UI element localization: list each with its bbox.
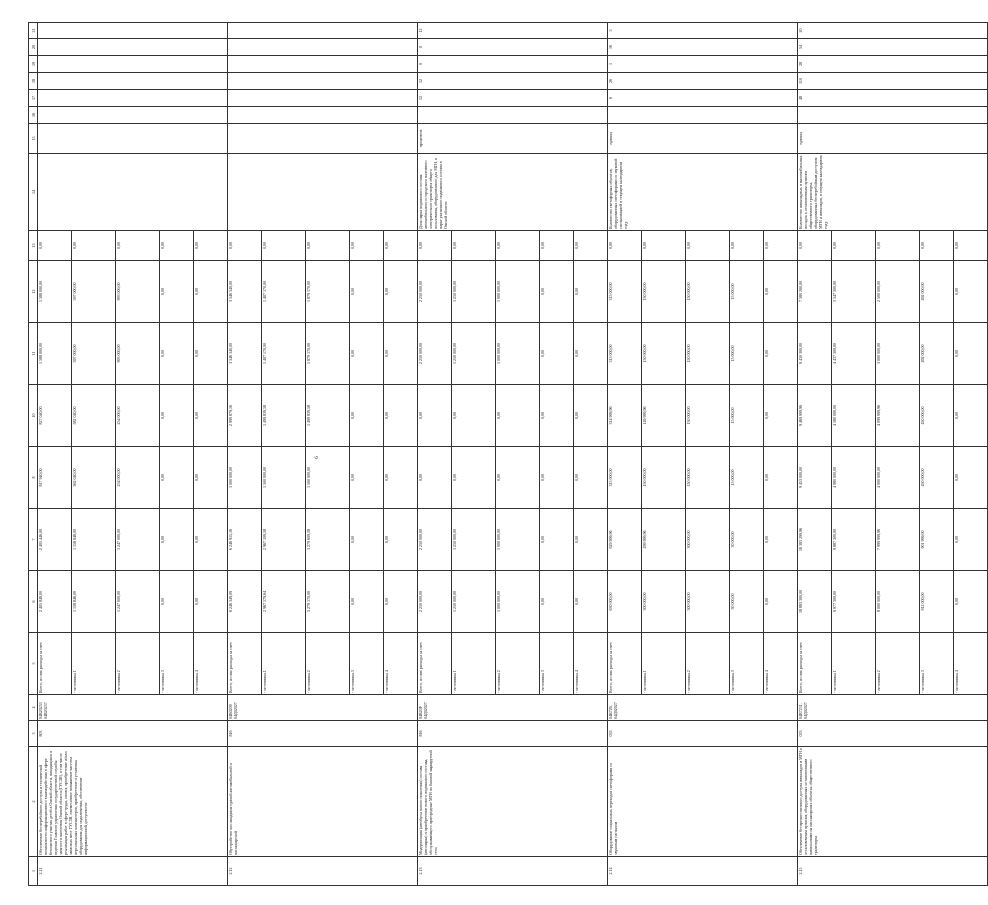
amount-cell: 3 000 000,00 <box>228 447 262 509</box>
kbk-code: 04В726, 04Д02027 <box>608 695 798 721</box>
amount-cell: 0,00 <box>350 571 384 633</box>
amount-cell: 0,00 <box>764 385 798 447</box>
amount-cell: 450 000,00 <box>920 447 954 509</box>
amount-cell: 0,00 <box>574 571 608 633</box>
amount-cell: 3 000 000,00 <box>876 323 920 385</box>
funding-source: - источника 4 <box>574 633 608 695</box>
amount-cell: 1 250 000,00 <box>452 571 496 633</box>
amount-cell: 0,00 <box>832 231 876 261</box>
amount-cell: 1 588 000,00 <box>38 323 72 385</box>
amount-cell: 0,00 <box>540 447 574 509</box>
amount-cell: 0,00 <box>574 447 608 509</box>
target-value: 12 <box>418 23 608 39</box>
amount-cell: 0,00 <box>350 261 384 323</box>
amount-cell: 0,00 <box>384 231 418 261</box>
empty-cell <box>608 107 798 124</box>
funding-source: - источника 2 <box>876 633 920 695</box>
funding-source: - источника 2 <box>116 633 160 695</box>
header-cell: 8 <box>29 447 38 509</box>
target-value <box>228 39 418 56</box>
amount-cell: 2 250 000,00 <box>418 509 452 571</box>
amount-cell: 0,00 <box>160 571 194 633</box>
amount-cell: 2 405 848,00 <box>38 571 72 633</box>
amount-cell: 0,00 <box>574 231 608 261</box>
empty-cell <box>418 107 608 124</box>
funding-source: - источника 4 <box>764 633 798 695</box>
funding-source: Всего, из них расходы за счет: <box>608 633 642 695</box>
amount-cell: 0,00 <box>116 231 160 261</box>
amount-cell: 0,00 <box>496 385 540 447</box>
amount-cell: 15 000,00 <box>730 323 764 385</box>
amount-cell: 597 000,00 <box>72 323 116 385</box>
funding-source: - источника 1 <box>262 633 306 695</box>
amount-cell: 1 247 000,00 <box>116 571 160 633</box>
grbs-code: 033 <box>798 721 988 747</box>
funding-source: - источника 3 <box>350 633 384 695</box>
target-value: 6 <box>608 90 798 107</box>
table-row <box>798 23 832 886</box>
indicator-name: Количество светофорных объектов, оборудованных светофорами со звуковой сигнализацией в текущем календарном году <box>608 154 798 231</box>
amount-cell: 492 000,00 <box>920 261 954 323</box>
amount-cell: 0,00 <box>954 261 988 323</box>
amount-cell: 993 000,00 <box>116 261 160 323</box>
section-name: Обеспечение беспрепятственного доступа инвалидов и МГН к остановочным пунктам, оборудованных остановочными павильонами на пассажирских объектах общественного транспорта <box>798 747 988 857</box>
target-value <box>38 23 228 39</box>
amount-cell: 0,00 <box>72 231 116 261</box>
amount-cell: 817 940,00 <box>38 447 72 509</box>
amount-cell: 315 000,00 <box>608 323 642 385</box>
amount-cell: 9 977 300,00 <box>832 571 876 633</box>
amount-cell: 0,00 <box>418 447 452 509</box>
amount-cell: 2 967 179,64 <box>262 571 306 633</box>
amount-cell: 0,00 <box>418 231 452 261</box>
target-value: 0 <box>418 39 608 56</box>
amount-cell: 0,00 <box>540 385 574 447</box>
amount-cell: 0,00 <box>160 323 194 385</box>
amount-cell: 0,00 <box>954 571 988 633</box>
funding-source: - источника 4 <box>954 633 988 695</box>
funding-source: Всего, из них расходы за счет: <box>798 633 832 695</box>
amount-cell: 0,00 <box>764 509 798 571</box>
funding-source: - источника 1 <box>642 633 686 695</box>
amount-cell: 2 500 000,00 <box>876 261 920 323</box>
amount-cell: 0,00 <box>350 447 384 509</box>
amount-cell: 9 469 999,96 <box>798 385 832 447</box>
amount-cell: 1 879 170,00 <box>306 323 350 385</box>
amount-cell: 315 000,00 <box>608 261 642 323</box>
amount-cell: 7 580 200,00 <box>798 261 832 323</box>
amount-cell: 0,00 <box>954 323 988 385</box>
amount-cell: 0,00 <box>384 509 418 571</box>
amount-cell: 6 246 349,09 <box>228 571 262 633</box>
amount-cell: 0,00 <box>452 231 496 261</box>
amount-cell: 0,00 <box>194 447 228 509</box>
amount-cell: 901 999,00 <box>920 509 954 571</box>
indicator-name: Доля парка подвижного состава автомобильного и городского наземного электрического транспорта общего пользования, оборудованного для МГН, в парке указанного подвижного состава в Омской области <box>418 154 608 231</box>
amount-cell: 254 000,00 <box>116 447 160 509</box>
amount-cell: 0,00 <box>384 261 418 323</box>
amount-cell: 3 279 609,58 <box>306 509 350 571</box>
amount-cell: 827 040,00 <box>38 385 72 447</box>
amount-cell: 150 000,00 <box>642 447 686 509</box>
amount-cell: 562 040,00 <box>72 447 116 509</box>
funding-source: - источника 3 <box>920 633 954 695</box>
amount-cell: 0,00 <box>306 231 350 261</box>
grbs-code: 816 <box>418 721 608 747</box>
amount-cell: 300 000,00 <box>686 571 730 633</box>
funding-source: - источника 3 <box>540 633 574 695</box>
header-cell: 11 <box>29 323 38 385</box>
amount-cell: 30 000,00 <box>730 509 764 571</box>
amount-cell: 0,00 <box>574 509 608 571</box>
amount-cell: 0,00 <box>194 571 228 633</box>
amount-cell: 0,00 <box>954 231 988 261</box>
amount-cell: 1 250 000,00 <box>452 261 496 323</box>
amount-cell: 0,00 <box>194 385 228 447</box>
target-value: 28 <box>798 56 988 73</box>
amount-cell: 2 250 000,00 <box>418 571 452 633</box>
amount-cell: 15 000,00 <box>730 447 764 509</box>
amount-cell: 4 099 999,96 <box>876 385 920 447</box>
amount-cell: 2 999 879,16 <box>228 385 262 447</box>
target-value <box>228 56 418 73</box>
amount-cell: 2 405 446,00 <box>38 509 72 571</box>
amount-cell: 0,00 <box>384 447 418 509</box>
target-value: 12 <box>418 90 608 107</box>
amount-cell: 1 500 000,00 <box>262 447 306 509</box>
amount-cell: 4 437 300,00 <box>832 323 876 385</box>
amount-cell: 0,00 <box>194 261 228 323</box>
amount-cell: 0,00 <box>194 509 228 571</box>
grbs-code: 033 <box>608 721 798 747</box>
funding-source: - источника 3 <box>160 633 194 695</box>
amount-cell: 0,00 <box>764 571 798 633</box>
kbk-code: 04В0209 04Д02027 <box>228 695 418 721</box>
amount-cell: 3 347 300,00 <box>832 261 876 323</box>
amount-cell: 1 407 170,00 <box>262 261 306 323</box>
amount-cell: 3 346 340,00 <box>228 261 262 323</box>
amount-cell: 0,00 <box>954 447 988 509</box>
amount-cell: 0,00 <box>452 385 496 447</box>
amount-cell: 0,00 <box>262 231 306 261</box>
amount-cell: 0,00 <box>730 231 764 261</box>
amount-cell: 18 383 299,96 <box>798 509 832 571</box>
indicator-unit <box>228 124 418 154</box>
amount-cell: 0,00 <box>350 231 384 261</box>
header-cell: 15 <box>29 124 38 154</box>
amount-cell: 993 000,00 <box>116 323 160 385</box>
amount-cell: 150 000,00 <box>686 385 730 447</box>
indicator-name <box>38 154 228 231</box>
amount-cell: 450 000,00 <box>920 385 954 447</box>
funding-source: Всего, из них расходы за счет: <box>228 633 262 695</box>
funding-source: - источника 4 <box>194 633 228 695</box>
amount-cell: 2 250 000,00 <box>418 323 452 385</box>
amount-cell: 0,00 <box>350 509 384 571</box>
amount-cell: 0,00 <box>954 385 988 447</box>
amount-cell: 1 250 000,00 <box>452 509 496 571</box>
amount-cell: 1 000 000,00 <box>496 261 540 323</box>
target-value <box>38 73 228 90</box>
amount-cell: 150 000,00 <box>642 261 686 323</box>
section-name: Обеспечение бесперебойного доступа и технической возможности информационного взаимодействия в сфере безопасного участия детей в Омской области, находящихся в ведении Главного управления государственной службы занятости населения Омской области (ГУСЗН), в том числе реализация работ в сфере труда, оплата, приобретение и/или запасных мест ГУСЗН, ежемесячное повышение частоты персональных компьютеров, приобретение и установка оборудования для подключения, обеспечение информационной доступности <box>38 747 228 857</box>
amount-cell: 1 407 170,00 <box>262 323 306 385</box>
target-value: 54 <box>798 39 988 56</box>
amount-cell: 314 999,96 <box>608 385 642 447</box>
target-value <box>38 90 228 107</box>
amount-cell: 300 000,00 <box>686 509 730 571</box>
amount-cell: 4 580 000,00 <box>832 385 876 447</box>
amount-cell: 3 346 340,00 <box>228 323 262 385</box>
amount-cell: 629 999,96 <box>608 509 642 571</box>
indicator-unit: единиц <box>608 124 798 154</box>
kbk-code: 04В20253 04В20257 <box>38 695 228 721</box>
empty-cell <box>798 107 988 124</box>
funding-source: - источника 1 <box>832 633 876 695</box>
header-cell: 2 <box>29 747 38 857</box>
amount-cell: 0,00 <box>798 231 832 261</box>
target-value <box>38 39 228 56</box>
amount-cell: 1 500 000,00 <box>306 447 350 509</box>
target-value: 16 <box>608 39 798 56</box>
amount-cell: 0,00 <box>160 447 194 509</box>
amount-cell: 0,00 <box>764 261 798 323</box>
amount-cell: 8 000 000,00 <box>876 571 920 633</box>
table-row <box>38 23 72 886</box>
header-cell: 7 <box>29 509 38 571</box>
grbs-code: 816 <box>228 721 418 747</box>
header-cell: 21 <box>29 23 38 39</box>
indicator-name <box>228 154 418 231</box>
amount-cell: 15 000,00 <box>730 261 764 323</box>
funding-source: - источника 2 <box>686 633 730 695</box>
header-cell: 18 <box>29 73 38 90</box>
header-cell: 4 <box>29 695 38 721</box>
amount-cell: 0,00 <box>160 509 194 571</box>
amount-cell: 0,00 <box>38 231 72 261</box>
amount-cell: 2 250 000,00 <box>418 261 452 323</box>
target-value: 1 <box>608 56 798 73</box>
kbk-code: 04В7231, 04Д02027 <box>798 695 988 721</box>
amount-cell: 7 999 999,96 <box>876 509 920 571</box>
funding-source: - источника 4 <box>384 633 418 695</box>
amount-cell: 1 499 839,58 <box>262 385 306 447</box>
amount-cell: 299 999,96 <box>642 509 686 571</box>
header-cell: 16 <box>29 107 38 124</box>
amount-cell: 0,00 <box>540 323 574 385</box>
header-cell: 14 <box>29 154 38 231</box>
section-name: Модернизация (автобусы нового поколения) состава (автопарка) и приобретение нового подвижного состава, обслуживающего пригородные МГН по базовой маршрутной сети <box>418 747 608 857</box>
amount-cell: 1 588 000,00 <box>38 261 72 323</box>
amount-cell: 4 980 000,00 <box>832 447 876 509</box>
amount-cell: 0,00 <box>574 323 608 385</box>
header-cell: 10 <box>29 385 38 447</box>
header-cell: 12 <box>29 261 38 323</box>
section-id: 2.13 <box>418 857 608 886</box>
grbs-code: 803 <box>38 721 228 747</box>
amount-cell: 0,00 <box>194 323 228 385</box>
amount-cell: 0,00 <box>574 261 608 323</box>
amount-cell: 0,00 <box>452 447 496 509</box>
header-cell: 5 <box>29 633 38 695</box>
amount-cell: 1 000 000,00 <box>496 323 540 385</box>
amount-cell: 0,00 <box>384 571 418 633</box>
amount-cell: 3 279 170,00 <box>306 571 350 633</box>
amount-cell: 9 453 000,00 <box>798 447 832 509</box>
amount-cell: 0,00 <box>764 447 798 509</box>
amount-cell: 492 000,00 <box>920 323 954 385</box>
amount-cell: 0,00 <box>194 231 228 261</box>
amount-cell: 9 887 300,00 <box>832 509 876 571</box>
program-table <box>28 22 988 886</box>
amount-cell: 1 158 848,00 <box>72 509 116 571</box>
amount-cell: 0,00 <box>764 323 798 385</box>
section-name: Оборудование социальных переходов светофорами со звуковым сигналом <box>608 747 798 857</box>
target-value: 26 <box>608 73 798 90</box>
amount-cell: 582 040,00 <box>72 385 116 447</box>
amount-cell: 150 000,00 <box>686 323 730 385</box>
amount-cell: 0,00 <box>418 385 452 447</box>
header-cell: 13 <box>29 231 38 261</box>
header-cell: 19 <box>29 56 38 73</box>
amount-cell: 0,00 <box>350 385 384 447</box>
amount-cell: 0,00 <box>540 261 574 323</box>
amount-cell: 0,00 <box>954 509 988 571</box>
amount-cell: 0,00 <box>608 231 642 261</box>
target-value <box>228 90 418 107</box>
target-value: 48 <box>798 90 988 107</box>
amount-cell: 0,00 <box>496 231 540 261</box>
amount-cell: 597 000,00 <box>72 261 116 323</box>
amount-cell: 0,00 <box>920 231 954 261</box>
funding-source: - источника 3 <box>730 633 764 695</box>
target-value: 110 <box>798 73 988 90</box>
target-value: 0 <box>418 56 608 73</box>
amount-cell: 0,00 <box>160 231 194 261</box>
amount-cell: 300 000,00 <box>642 571 686 633</box>
amount-cell: 1 250 000,00 <box>452 323 496 385</box>
table-row <box>228 23 262 886</box>
amount-cell: 0,00 <box>540 509 574 571</box>
amount-cell: 0,00 <box>160 261 194 323</box>
header-cell: 3 <box>29 721 38 747</box>
empty-cell <box>38 107 228 124</box>
amount-cell: 0,00 <box>384 385 418 447</box>
amount-cell: 0,00 <box>642 231 686 261</box>
indicator-unit: единиц <box>798 124 988 154</box>
funding-source: - источника 2 <box>496 633 540 695</box>
amount-cell: 1 000 000,00 <box>496 571 540 633</box>
indicator-unit <box>38 124 228 154</box>
target-value <box>228 23 418 39</box>
section-name: Обустройство зон ожидания единой автомобильной и пассажирской <box>228 747 418 857</box>
funding-source: - источника 1 <box>72 633 116 695</box>
header-row <box>29 23 38 886</box>
empty-cell <box>228 107 418 124</box>
amount-cell: 150 000,00 <box>686 447 730 509</box>
table-row <box>418 23 452 886</box>
amount-cell: 30 000,00 <box>730 571 764 633</box>
header-cell: 17 <box>29 90 38 107</box>
header-cell: 20 <box>29 39 38 56</box>
kbk-code: 04В20Р 04Д02027 <box>418 695 608 721</box>
amount-cell: 0,00 <box>764 231 798 261</box>
amount-cell: 1 499 839,58 <box>306 385 350 447</box>
funding-source: - источника 2 <box>306 633 350 695</box>
amount-cell: 1 158 846,00 <box>72 571 116 633</box>
indicator-unit: процентов <box>418 124 608 154</box>
amount-cell: 0,00 <box>540 571 574 633</box>
funding-source: Всего, из них расходы за счет: <box>418 633 452 695</box>
funding-source: Всего, из них расходы за счет: <box>38 633 72 695</box>
section-id: 2.15 <box>798 857 988 886</box>
amount-cell: 0,00 <box>228 231 262 261</box>
amount-cell: 630 000,00 <box>608 571 642 633</box>
target-value: 12 <box>418 73 608 90</box>
amount-cell: 0,00 <box>384 323 418 385</box>
amount-cell: 254 000,00 <box>116 385 160 447</box>
header-cell: 6 <box>29 571 38 633</box>
target-value <box>228 73 418 90</box>
amount-cell: 6 246 915,16 <box>228 509 262 571</box>
amount-cell: 1 247 000,00 <box>116 509 160 571</box>
amount-cell: 0,00 <box>876 231 920 261</box>
table-row <box>608 23 642 886</box>
amount-cell: 0,00 <box>540 231 574 261</box>
amount-cell: 0,00 <box>574 385 608 447</box>
amount-cell: 4 000 000,00 <box>876 447 920 509</box>
target-value <box>38 56 228 73</box>
amount-cell: 9 430 300,00 <box>798 323 832 385</box>
amount-cell: 1 000 000,00 <box>496 509 540 571</box>
amount-cell: 0,00 <box>350 323 384 385</box>
target-value: 5 <box>608 23 798 39</box>
amount-cell: 2 967 109,58 <box>262 509 306 571</box>
amount-cell: 18 883 300,00 <box>798 571 832 633</box>
funding-source: - источника 1 <box>452 633 496 695</box>
amount-cell: 15 000,00 <box>730 385 764 447</box>
amount-cell: 0,00 <box>160 385 194 447</box>
amount-cell: 149 999,96 <box>642 385 686 447</box>
amount-cell: 150 000,00 <box>642 323 686 385</box>
amount-cell: 0,00 <box>686 231 730 261</box>
amount-cell: 315 000,00 <box>608 447 642 509</box>
section-id: 2.11 <box>38 857 228 886</box>
indicator-name: Количество инвалидных и маломобильных посадок к остановочным пунктам общественного транспорта, оборудованных бесперебойным доступом МГН и инвалидов, в текущем календарном году <box>798 154 988 231</box>
amount-cell: 912 000,00 <box>920 571 954 633</box>
target-value: 20 <box>798 23 988 39</box>
section-id: 2.12 <box>228 857 418 886</box>
amount-cell: 150 000,00 <box>686 261 730 323</box>
page-number: 6 <box>314 456 320 459</box>
amount-cell: 1 879 170,00 <box>306 261 350 323</box>
section-id: 2.14 <box>608 857 798 886</box>
header-cell: 1 <box>29 857 38 886</box>
amount-cell: 0,00 <box>496 447 540 509</box>
